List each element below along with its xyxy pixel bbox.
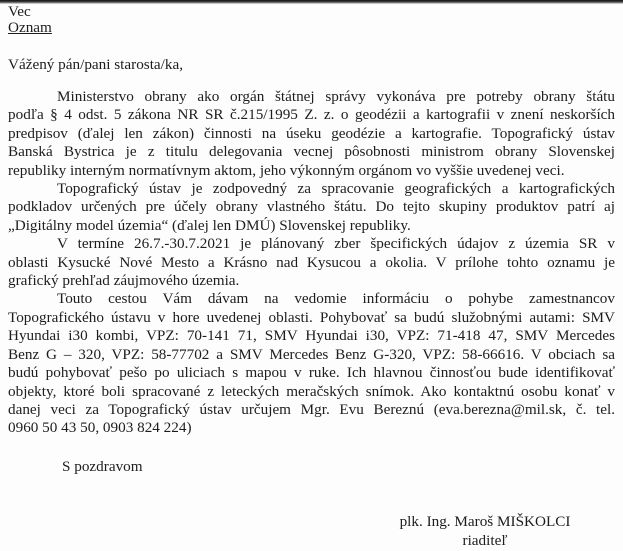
letter-line: podľa § 4 odst. 5 zákona NR SR č.215/1995 Z. z. o geodézii a kartografii v znení neskorších — [8, 106, 615, 124]
letter-line: danej veci za Topografický ústav určujem Mgr. Evu Bereznú (eva.berezna@mil.sk, č. tel. — [8, 400, 615, 418]
letter-line: Ministerstvo obrany ako orgán štátnej správy vykonáva pre potreby obrany štátu — [57, 88, 615, 105]
letter-line: „Digitálny model územia“ (ďalej len DMÚ) Slovenskej republiky. — [8, 216, 411, 234]
paragraph — [8, 290, 615, 437]
letter-line: oblasti Kysucké Nové Mesto a Krásno nad Kysucou a okolia. V prílohe tohto oznamu je — [8, 253, 615, 271]
paragraph — [8, 180, 615, 235]
salutation: Vážený pán/pani starosta/ka, — [8, 56, 184, 73]
letter-line: predpisov (ďalej len zákon) činnosti na úseku geodézie a kartografie. Topografický ústav — [8, 124, 615, 142]
letter-line: Topografický ústav je zodpovedný za spracovanie geografických a kartografických — [57, 180, 615, 198]
signature-block — [360, 513, 610, 550]
letter-line: podkladov určených pre účely obrany vlastného štátu. Do tejto skupiny produktov patrí aj — [8, 198, 615, 216]
signature-name: plk. Ing. Maroš MIŠKOLCI — [399, 513, 571, 531]
letter-line: 0960 50 43 50, 0903 824 224) — [8, 419, 192, 437]
subject-label: Vec — [8, 3, 31, 20]
paragraph — [8, 88, 615, 180]
letter-line: objekty, ktoré boli spracované z leteckých meračských snímok. Ako kontaktnú osobu konať v — [8, 382, 615, 400]
letter-line: republiky interným normatívnym aktom, jeho výkonným orgánom vo vyššie uvedenej veci. — [8, 161, 565, 179]
letter-line: Topografického ústavu v hore uvedenej oblasti. Pohybovať sa budú služobnými autami: SMV — [8, 308, 615, 326]
letter-line: Banská Bystrica je z titulu delegovania vecnej pôsobnosti ministrom obrany Slovenskej — [8, 143, 615, 161]
letter-line: V termíne 26.7.-30.7.2021 je plánovaný zber špecifických údajov z územia SR v — [57, 235, 615, 253]
letter-body — [8, 88, 615, 438]
letter-line: Benz G – 320, VPZ: 58-77702 a SMV Mercedes Benz G-320, VPZ: 58-66616. V obciach sa — [8, 345, 615, 363]
paragraph — [8, 235, 615, 290]
letter-line: Touto cestou Vám dávam na vedomie informáciu o pohybe zamestnancov — [57, 290, 615, 308]
letter-line: budú pohybovať pešo po uliciach s mapou v ruke. Ich hlavnou činnosťou bude identifikovať — [8, 364, 615, 382]
letter-line: grafický prehľad záujmového územia. — [8, 272, 240, 290]
letter-line: Hyundai i30 kombi, VPZ: 70-141 71, SMV Hyundai i30, VPZ: 71-418 47, SMV Mercedes — [8, 327, 615, 345]
subject-value: Oznam — [8, 19, 52, 36]
signature-title: riaditeľ — [462, 531, 508, 549]
closing-phrase: S pozdravom — [62, 457, 143, 475]
